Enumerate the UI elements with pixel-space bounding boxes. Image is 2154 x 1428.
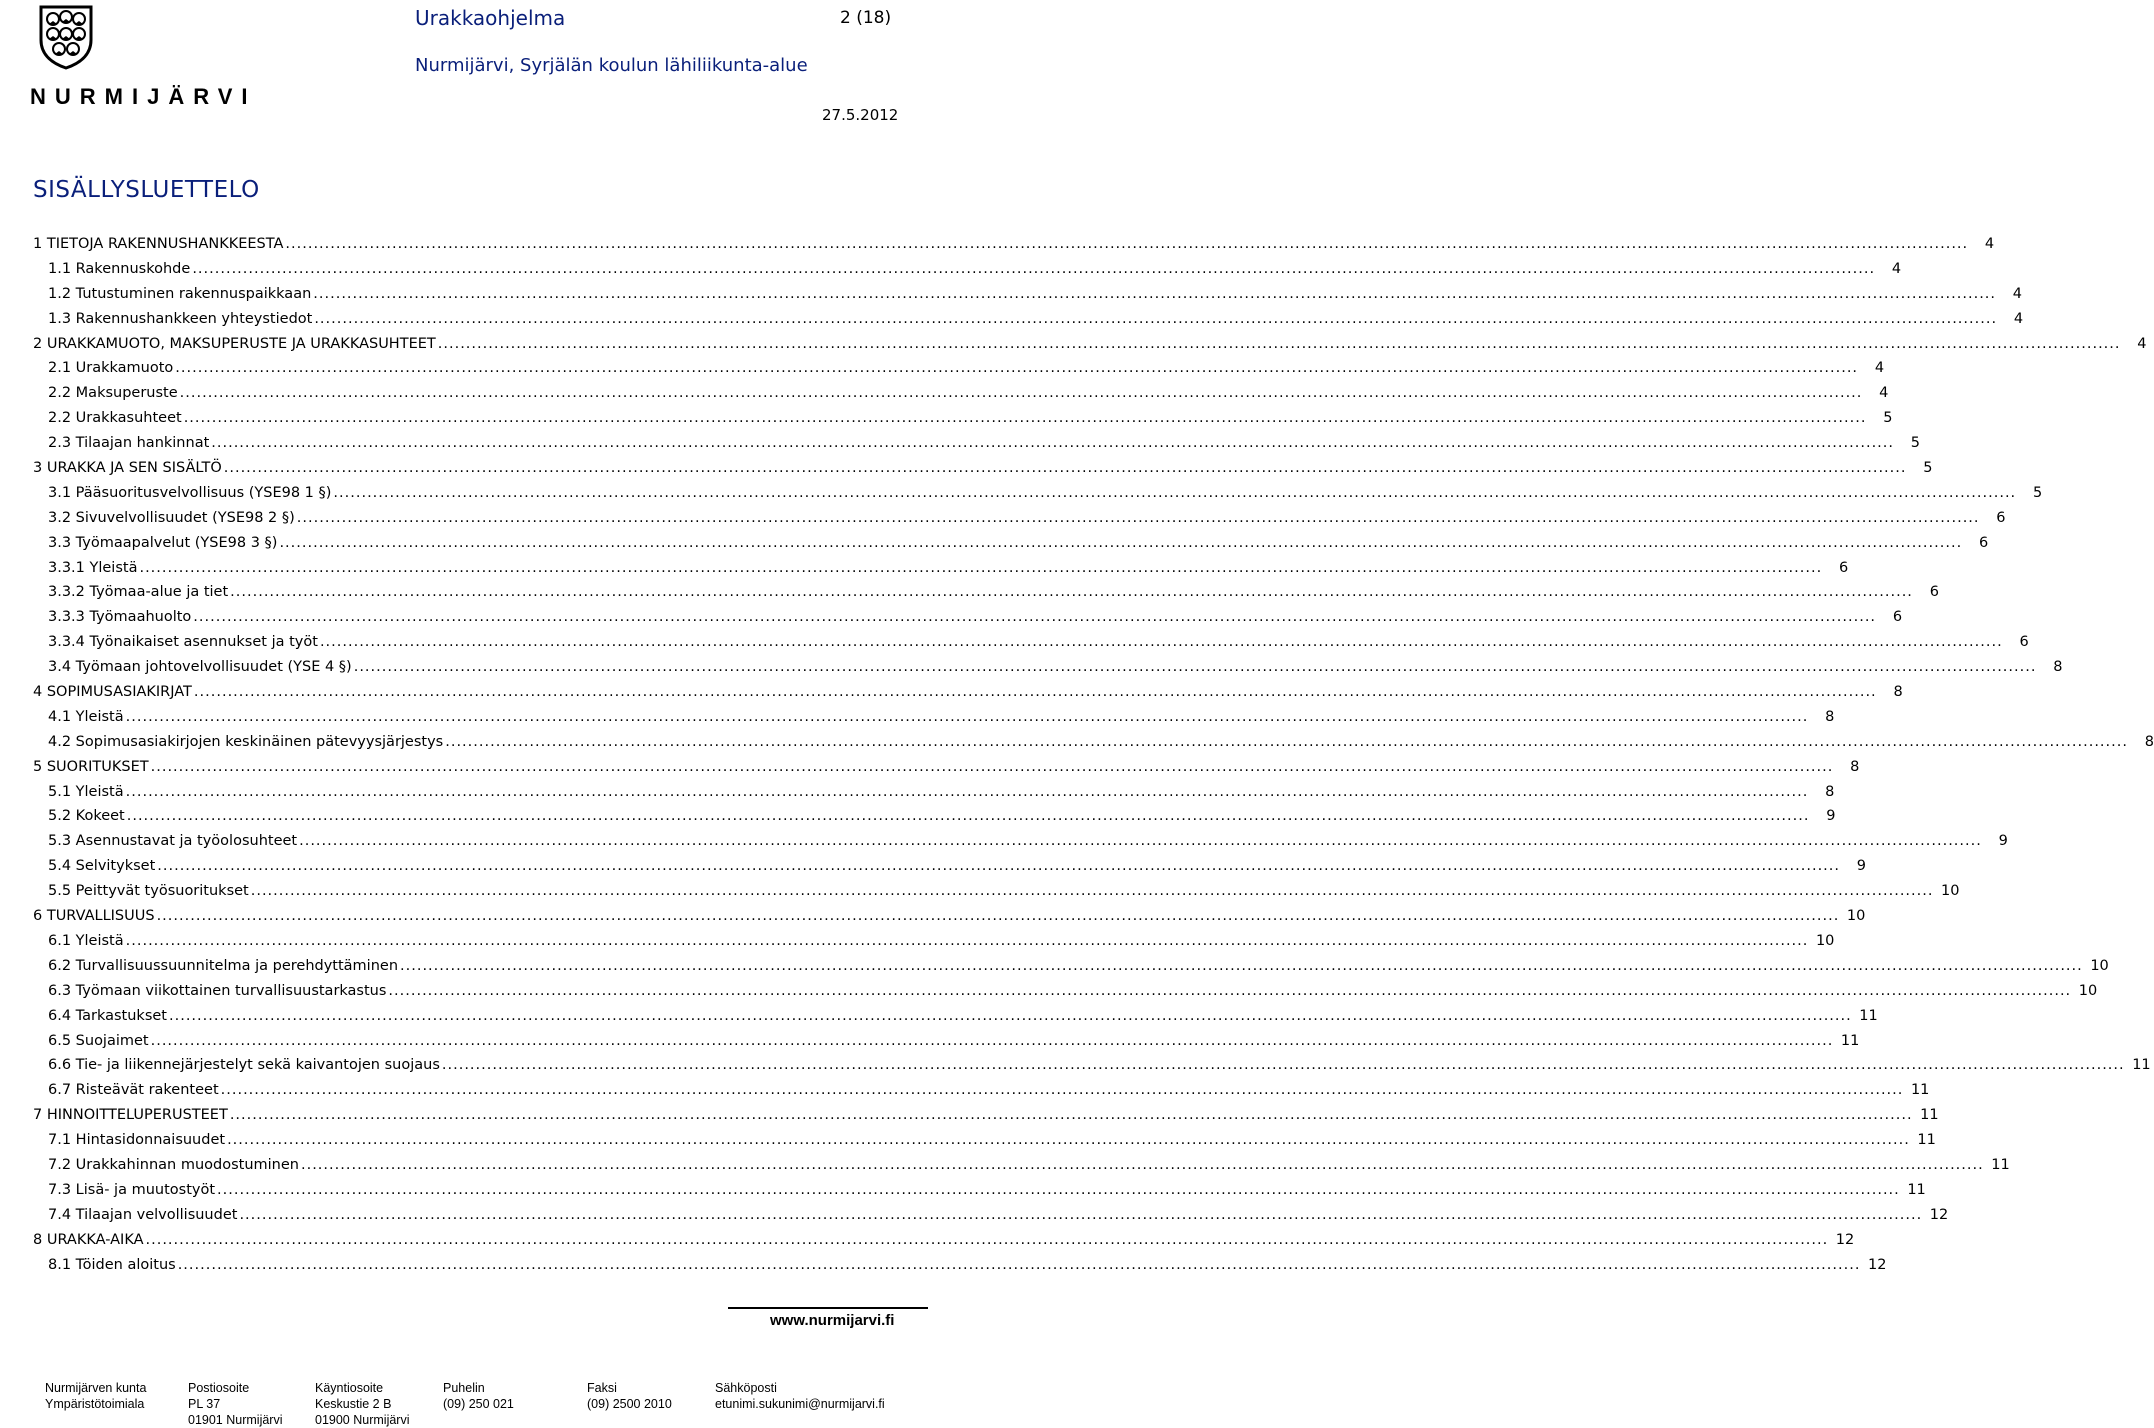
toc-entry-page: 4 bbox=[2137, 335, 2147, 352]
toc-entry[interactable] bbox=[33, 1103, 1939, 1128]
toc-leader-dots: ............................................................................................................................................................................................................................................................................................................ bbox=[441, 1057, 2125, 1074]
footer-text: Puhelin bbox=[443, 1381, 485, 1395]
toc-entry[interactable] bbox=[33, 879, 1960, 904]
toc-entry-label: 6.4 Tarkastukset bbox=[48, 1007, 167, 1024]
toc-entry-page: 5 bbox=[2032, 484, 2043, 501]
toc-entry-page: 11 bbox=[1859, 1007, 1878, 1024]
toc-entry-page: 5 bbox=[1910, 435, 1921, 452]
footer-col-postal bbox=[188, 1380, 282, 1428]
toc-entry-page: 11 bbox=[1840, 1032, 1860, 1049]
toc-entry[interactable] bbox=[33, 356, 1885, 381]
toc-leader-dots: ............................................................................................................................................................................................................................................................................................................ bbox=[223, 460, 1907, 477]
toc-leader-dots: ............................................................................................................................................................................................................................................................................................................ bbox=[388, 982, 2072, 999]
toc-entry[interactable] bbox=[33, 1153, 2010, 1178]
toc-entry[interactable] bbox=[33, 431, 1921, 456]
toc-leader-dots: ............................................................................................................................................................................................................................................................................................................ bbox=[211, 435, 1895, 452]
toc-leader-dots: ............................................................................................................................................................................................................................................................................................................ bbox=[227, 1132, 1910, 1149]
toc-entry-label: 4 SOPIMUSASIAKIRJAT bbox=[33, 684, 192, 701]
toc-entry-page: 11 bbox=[2132, 1057, 2151, 1074]
toc-leader-dots: ............................................................................................................................................................................................................................................................................................................ bbox=[169, 1007, 1852, 1024]
toc-entry-page: 11 bbox=[1907, 1181, 1926, 1198]
toc-entry-label: 5.1 Yleistä bbox=[48, 783, 124, 800]
footer-text: Keskustie 2 B bbox=[315, 1397, 392, 1411]
toc-entry-label: 7.1 Hintasidonnaisuudet bbox=[48, 1132, 226, 1149]
toc-entry[interactable] bbox=[33, 804, 1836, 829]
toc-entry[interactable] bbox=[33, 780, 1835, 805]
toc-entry[interactable] bbox=[33, 730, 2154, 755]
toc-leader-dots: ............................................................................................................................................................................................................................................................................................................ bbox=[239, 1206, 1923, 1223]
toc-leader-dots: ............................................................................................................................................................................................................................................................................................................ bbox=[313, 285, 1997, 302]
toc-entry-page: 12 bbox=[1835, 1231, 1855, 1248]
toc-leader-dots: ............................................................................................................................................................................................................................................................................................................ bbox=[157, 858, 1841, 875]
toc-entry[interactable] bbox=[33, 904, 1866, 929]
toc-entry-label: 5.4 Selvitykset bbox=[48, 858, 156, 875]
footer-text: Faksi bbox=[587, 1381, 617, 1395]
toc-entry-label: 4.1 Yleistä bbox=[48, 708, 124, 725]
toc-entry[interactable] bbox=[33, 282, 2023, 307]
footer-text: Postiosoite bbox=[188, 1381, 250, 1395]
toc-entry-label: 1.3 Rakennushankkeen yhteystiedot bbox=[48, 310, 313, 327]
toc-entry-label: 3.3.2 Työmaa-alue ja tiet bbox=[48, 584, 229, 601]
toc-entry-label: 1.1 Rakennuskohde bbox=[48, 260, 191, 277]
toc-entry-label: 3.4 Työmaan johtovelvollisuudet (YSE 4 §) bbox=[48, 659, 352, 676]
toc-entry[interactable] bbox=[33, 929, 1835, 954]
toc-entry-page: 10 bbox=[2078, 982, 2098, 999]
toc-entry[interactable] bbox=[33, 332, 2147, 357]
toc-entry[interactable] bbox=[33, 481, 2043, 506]
toc-entry[interactable] bbox=[33, 755, 1860, 780]
toc-leader-dots: ............................................................................................................................................................................................................................................................................................................ bbox=[126, 808, 1810, 825]
toc-entry-page: 4 bbox=[2012, 285, 2023, 302]
footer-text: (09) 250 021 bbox=[443, 1397, 514, 1411]
toc-entry-label: 6.6 Tie- ja liikennejärjestelyt sekä kaivantojen suojaus bbox=[48, 1057, 440, 1074]
toc-entry[interactable] bbox=[33, 1253, 1887, 1278]
toc-entry-page: 8 bbox=[1850, 758, 1860, 775]
toc-entry-label: 3.1 Pääsuoritusvelvollisuus (YSE98 1 §) bbox=[48, 484, 332, 501]
toc-entry-label: 7.3 Lisä- ja muutostyöt bbox=[48, 1181, 216, 1198]
footer-text: PL 37 bbox=[188, 1397, 221, 1411]
toc-entry-label: 3 URAKKA JA SEN SISÄLTÖ bbox=[33, 460, 222, 477]
footer-col-phone bbox=[443, 1380, 514, 1412]
toc-leader-dots: ............................................................................................................................................................................................................................................................................................................ bbox=[299, 833, 1982, 850]
toc-leader-dots: ............................................................................................................................................................................................................................................................................................................ bbox=[139, 559, 1823, 576]
footer-text: (09) 2500 2010 bbox=[587, 1397, 672, 1411]
footer-text: Käyntiosoite bbox=[315, 1381, 384, 1395]
footer-text: Nurmijärven kunta bbox=[45, 1381, 147, 1395]
table-of-contents bbox=[33, 232, 2154, 1277]
toc-leader-dots: ............................................................................................................................................................................................................................................................................................................ bbox=[250, 883, 1934, 900]
footer-text: Ympäristötoimiala bbox=[45, 1397, 145, 1411]
toc-leader-dots: ............................................................................................................................................................................................................................................................................................................ bbox=[177, 1256, 1861, 1273]
document-title: Urakkaohjelma bbox=[415, 6, 566, 30]
toc-entry-label: 6 TURVALLISUUS bbox=[33, 908, 155, 925]
toc-entry-page: 11 bbox=[1917, 1132, 1936, 1149]
toc-entry-label: 5.3 Asennustavat ja työolosuhteet bbox=[48, 833, 298, 850]
toc-entry[interactable] bbox=[33, 456, 1933, 481]
toc-entry[interactable] bbox=[33, 954, 2109, 979]
toc-leader-dots: ............................................................................................................................................................................................................................................................................................................ bbox=[229, 1107, 1913, 1124]
toc-entry-page: 10 bbox=[1941, 883, 1960, 900]
toc-entry-page: 8 bbox=[1825, 708, 1835, 725]
toc-entry-label: 4.2 Sopimusasiakirjojen keskinäinen pätevyysjärjestys bbox=[48, 733, 444, 750]
toc-entry-label: 3.3.4 Työnaikaiset asennukset ja työt bbox=[48, 634, 318, 651]
toc-entry[interactable] bbox=[33, 630, 2029, 655]
toc-entry-label: 5.5 Peittyvät työsuoritukset bbox=[48, 883, 249, 900]
toc-leader-dots: ............................................................................................................................................................................................................................................................................................................ bbox=[314, 310, 1998, 327]
toc-entry[interactable] bbox=[33, 1178, 1926, 1203]
toc-entry[interactable] bbox=[33, 257, 1902, 282]
toc-entry[interactable] bbox=[33, 1078, 1930, 1103]
footer-text: Sähköposti bbox=[715, 1381, 777, 1395]
toc-entry[interactable] bbox=[33, 605, 1903, 630]
toc-leader-dots: ............................................................................................................................................................................................................................................................................................................ bbox=[150, 1032, 1834, 1049]
toc-entry-page: 4 bbox=[1891, 260, 1902, 277]
toc-entry-label: 2 URAKKAMUOTO, MAKSUPERUSTE JA URAKKASUHTEET bbox=[33, 335, 436, 352]
toc-leader-dots: ............................................................................................................................................................................................................................................................................................................ bbox=[230, 584, 1913, 601]
toc-entry-label: 1.2 Tutustuminen rakennuspaikkaan bbox=[48, 285, 312, 302]
toc-leader-dots: ............................................................................................................................................................................................................................................................................................................ bbox=[193, 684, 1877, 701]
toc-entry-label: 2.2 Urakkasuhteet bbox=[48, 410, 182, 427]
document-subtitle: Nurmijärvi, Syrjälän koulun lähiliikunta-alue bbox=[415, 55, 808, 76]
footer-col-fax bbox=[587, 1380, 672, 1412]
toc-leader-dots: ............................................................................................................................................................................................................................................................................................................ bbox=[183, 410, 1867, 427]
toc-entry-page: 9 bbox=[1856, 858, 1867, 875]
toc-entry[interactable] bbox=[33, 854, 1867, 879]
toc-entry[interactable] bbox=[33, 531, 1989, 556]
website-link[interactable]: www.nurmijarvi.fi bbox=[770, 1312, 895, 1329]
toc-leader-dots: ............................................................................................................................................................................................................................................................................................................ bbox=[445, 733, 2128, 750]
toc-leader-dots: ............................................................................................................................................................................................................................................................................................................ bbox=[145, 1231, 1829, 1248]
footer-rule bbox=[728, 1307, 928, 1309]
toc-leader-dots: ............................................................................................................................................................................................................................................................................................................ bbox=[179, 385, 1863, 402]
toc-entry-page: 4 bbox=[1874, 360, 1885, 377]
toc-leader-dots: ............................................................................................................................................................................................................................................................................................................ bbox=[300, 1156, 1984, 1173]
toc-entry[interactable] bbox=[33, 556, 1849, 581]
toc-entry-page: 11 bbox=[1991, 1156, 2010, 1173]
toc-entry-page: 6 bbox=[2019, 634, 2029, 651]
toc-entry[interactable] bbox=[33, 979, 2098, 1004]
nurmijarvi-logo bbox=[30, 4, 275, 109]
footer-col-email bbox=[715, 1380, 885, 1412]
toc-entry-label: 6.5 Suojaimet bbox=[48, 1032, 149, 1049]
footer-col-organization bbox=[45, 1380, 146, 1412]
toc-entry-label: 6.3 Työmaan viikottainen turvallisuustarkastus bbox=[48, 982, 387, 999]
toc-entry-label: 8 URAKKA-AIKA bbox=[33, 1231, 144, 1248]
toc-entry-page: 12 bbox=[1868, 1256, 1887, 1273]
coat-of-arms-icon bbox=[38, 4, 94, 70]
toc-entry-page: 10 bbox=[1815, 932, 1835, 949]
toc-leader-dots: ............................................................................................................................................................................................................................................................................................................ bbox=[296, 509, 1980, 526]
toc-entry-page: 6 bbox=[1892, 609, 1903, 626]
toc-entry-page: 11 bbox=[1920, 1107, 1939, 1124]
toc-entry-label: 3.3.1 Yleistä bbox=[48, 559, 138, 576]
footer-col-visiting bbox=[315, 1380, 409, 1428]
toc-entry[interactable] bbox=[33, 232, 1995, 257]
footer-text: 01901 Nurmijärvi bbox=[188, 1413, 283, 1427]
toc-entry-page: 4 bbox=[1984, 236, 1995, 252]
toc-entry-page: 8 bbox=[2144, 733, 2154, 750]
toc-entry-label: 6.7 Risteävät rakenteet bbox=[48, 1082, 219, 1099]
toc-leader-dots: ............................................................................................................................................................................................................................................................................................................ bbox=[220, 1082, 1904, 1099]
page-number: 2 (18) bbox=[840, 8, 892, 28]
toc-entry[interactable] bbox=[33, 1029, 1860, 1054]
toc-heading: SISÄLLYSLUETTELO bbox=[33, 177, 260, 203]
toc-entry[interactable] bbox=[33, 1203, 1949, 1228]
toc-leader-dots: ............................................................................................................................................................................................................................................................................................................ bbox=[319, 634, 2003, 651]
toc-entry-label: 6.1 Yleistä bbox=[48, 932, 124, 949]
toc-entry-page: 10 bbox=[1846, 908, 1866, 925]
toc-leader-dots: ............................................................................................................................................................................................................................................................................................................ bbox=[192, 260, 1876, 277]
toc-leader-dots: ............................................................................................................................................................................................................................................................................................................ bbox=[353, 659, 2037, 676]
document-date: 27.5.2012 bbox=[822, 106, 899, 124]
toc-entry-label: 2.2 Maksuperuste bbox=[48, 385, 178, 402]
toc-entry-page: 12 bbox=[1929, 1206, 1949, 1223]
toc-entry-label: 2.3 Tilaajan hankinnat bbox=[48, 435, 210, 452]
toc-entry-page: 6 bbox=[1929, 584, 1939, 601]
toc-entry[interactable] bbox=[33, 506, 2006, 531]
toc-leader-dots: ............................................................................................................................................................................................................................................................................................................ bbox=[175, 360, 1859, 377]
toc-entry[interactable] bbox=[33, 655, 2063, 680]
toc-entry[interactable] bbox=[33, 705, 1835, 730]
toc-leader-dots: ............................................................................................................................................................................................................................................................................................................ bbox=[125, 932, 1809, 949]
toc-leader-dots: ............................................................................................................................................................................................................................................................................................................ bbox=[333, 484, 2017, 501]
toc-entry-label: 3.3.3 Työmaahuolto bbox=[48, 609, 192, 626]
toc-entry-page: 10 bbox=[2090, 957, 2109, 974]
toc-entry-page: 5 bbox=[1883, 410, 1893, 427]
toc-leader-dots: ............................................................................................................................................................................................................................................................................................................ bbox=[125, 708, 1809, 725]
toc-entry-page: 11 bbox=[1910, 1082, 1930, 1099]
toc-entry-label: 7.4 Tilaajan velvollisuudet bbox=[48, 1206, 238, 1223]
toc-leader-dots: ............................................................................................................................................................................................................................................................................................................ bbox=[285, 236, 1969, 252]
toc-leader-dots: ............................................................................................................................................................................................................................................................................................................ bbox=[193, 609, 1877, 626]
footer-text[interactable]: etunimi.sukunimi@nurmijarvi.fi bbox=[715, 1397, 885, 1411]
toc-entry-label: 7 HINNOITTELUPERUSTEET bbox=[33, 1107, 228, 1124]
toc-entry-label: 5.2 Kokeet bbox=[48, 808, 125, 825]
toc-entry-page: 6 bbox=[1838, 559, 1849, 576]
toc-leader-dots: ............................................................................................................................................................................................................................................................................................................ bbox=[150, 758, 1834, 775]
toc-entry-page: 6 bbox=[1996, 509, 2006, 526]
toc-entry[interactable] bbox=[33, 680, 1903, 705]
toc-leader-dots: ............................................................................................................................................................................................................................................................................................................ bbox=[217, 1181, 1900, 1198]
toc-entry-label: 3.2 Sivuvelvollisuudet (YSE98 2 §) bbox=[48, 509, 295, 526]
toc-entry[interactable] bbox=[33, 1128, 1936, 1153]
toc-leader-dots: ............................................................................................................................................................................................................................................................................................................ bbox=[437, 335, 2121, 352]
toc-entry-page: 8 bbox=[1825, 783, 1835, 800]
toc-entry[interactable] bbox=[33, 580, 1939, 605]
toc-entry-label: 7.2 Urakkahinnan muodostuminen bbox=[48, 1156, 299, 1173]
toc-leader-dots: ............................................................................................................................................................................................................................................................................................................ bbox=[125, 783, 1809, 800]
toc-entry-page: 9 bbox=[1826, 808, 1836, 825]
toc-entry-page: 8 bbox=[1893, 684, 1903, 701]
toc-entry[interactable] bbox=[33, 1228, 1855, 1253]
toc-entry-page: 4 bbox=[1879, 385, 1889, 402]
footer-text: 01900 Nurmijärvi bbox=[315, 1413, 410, 1427]
toc-entry-page: 6 bbox=[1978, 534, 1989, 551]
toc-leader-dots: ............................................................................................................................................................................................................................................................................................................ bbox=[400, 957, 2083, 974]
toc-entry-page: 8 bbox=[2053, 659, 2063, 676]
toc-entry[interactable] bbox=[33, 1004, 1878, 1029]
toc-entry-label: 3.3 Työmaapalvelut (YSE98 3 §) bbox=[48, 534, 278, 551]
toc-entry-label: 6.2 Turvallisuussuunnitelma ja perehdyttäminen bbox=[48, 957, 399, 974]
logo-wordmark: NURMIJÄRVI bbox=[30, 84, 257, 109]
toc-entry-label: 2.1 Urakkamuoto bbox=[48, 360, 174, 377]
toc-entry-page: 5 bbox=[1923, 460, 1933, 477]
toc-entry-page: 9 bbox=[1998, 833, 2008, 850]
toc-entry[interactable] bbox=[33, 406, 1893, 431]
toc-entry[interactable] bbox=[33, 307, 2024, 332]
toc-entry-label: 1 TIETOJA RAKENNUSHANKKEESTA bbox=[33, 236, 284, 252]
toc-entry-label: 8.1 Töiden aloitus bbox=[48, 1256, 176, 1273]
toc-leader-dots: ............................................................................................................................................................................................................................................................................................................ bbox=[279, 534, 1963, 551]
toc-entry-label: 5 SUORITUKSET bbox=[33, 758, 149, 775]
toc-leader-dots: ............................................................................................................................................................................................................................................................................................................ bbox=[156, 908, 1840, 925]
toc-entry[interactable] bbox=[33, 1053, 2151, 1078]
toc-entry[interactable] bbox=[33, 381, 1889, 406]
toc-entry[interactable] bbox=[33, 829, 2008, 854]
toc-entry-page: 4 bbox=[2013, 310, 2024, 327]
